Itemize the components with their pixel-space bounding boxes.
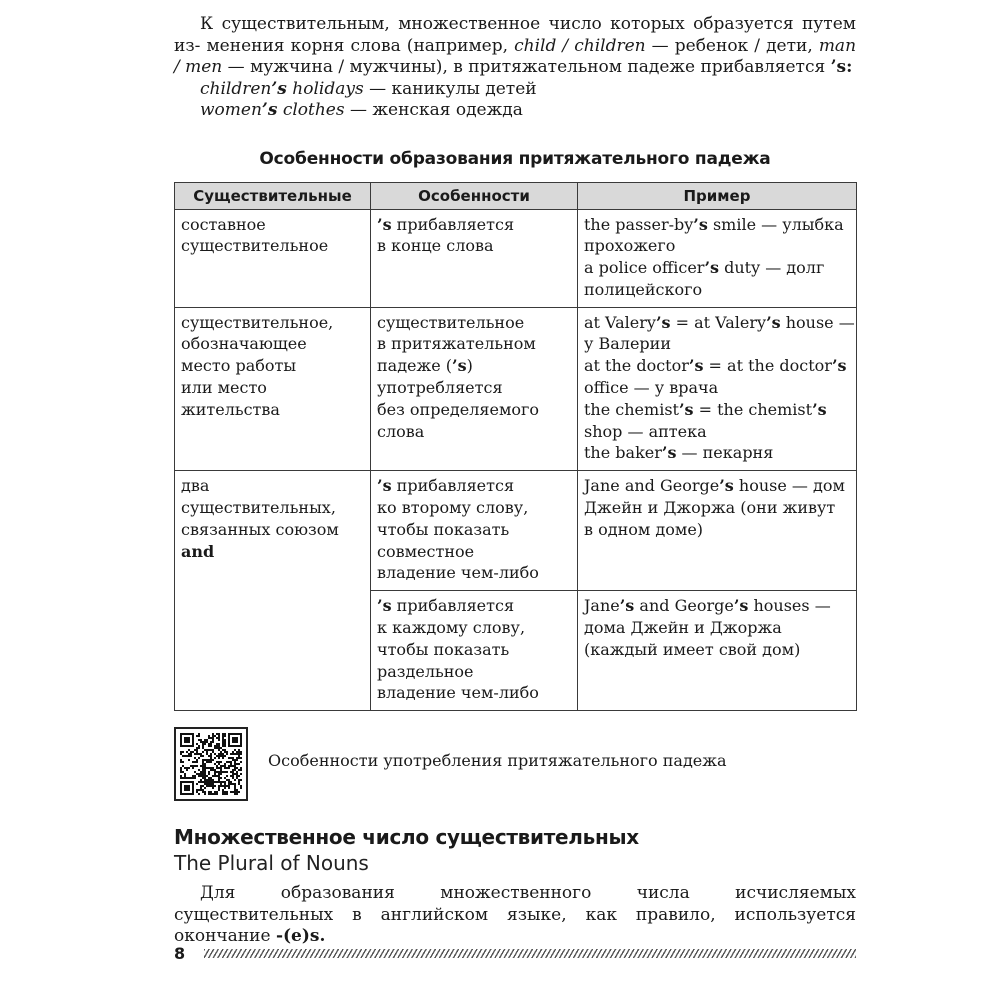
cell-text: связанных союзом [181, 519, 339, 539]
cell-text: или место [181, 378, 267, 398]
cell-text: падеже ( [377, 356, 453, 376]
cell-text [181, 541, 364, 563]
table-cell [175, 471, 371, 711]
cell-text: ) [466, 356, 473, 376]
cell-text: в притяжательном [377, 334, 536, 354]
cell-text: shop — аптека [584, 421, 707, 441]
plural-text [174, 883, 856, 948]
cell-text: прибавляется [391, 214, 515, 234]
header-features: Особенности [371, 182, 578, 209]
cell-text: у Валерии [584, 334, 671, 354]
cell-text: and George [634, 596, 734, 616]
example-translation: — женская одежда [344, 100, 523, 120]
example-word: child / children [514, 35, 646, 56]
intro-line: — ребенок / дети, [645, 35, 819, 56]
cell-text: house — [780, 312, 855, 332]
cell-text: существительное [181, 236, 329, 256]
cell-text [584, 214, 850, 236]
cell-text: раздельное [377, 661, 474, 681]
apostrophe-s: ’s [678, 399, 694, 419]
apostrophe-s: ’s [812, 399, 827, 419]
cell-text: прохожего [584, 236, 676, 256]
cell-text: a police officer [584, 258, 705, 278]
cell-text: чтобы показать [377, 519, 510, 539]
cell-text: жительства [181, 399, 280, 419]
cell-text [584, 595, 850, 617]
apostrophe-s: ’s [271, 78, 287, 99]
table-cell [578, 471, 857, 591]
cell-text: at Valery [584, 312, 656, 332]
apostrophe-s: ’s [655, 312, 671, 332]
table-cell [175, 307, 371, 471]
conjunction-and: and [181, 541, 215, 561]
cell-text: существительное, [181, 312, 334, 332]
table-cell [371, 307, 578, 471]
section-subtitle: The Plural of Nouns [174, 851, 369, 876]
cell-text [377, 214, 571, 236]
example-translation: — каникулы детей [363, 78, 537, 99]
cell-text: = at Valery [670, 312, 767, 332]
example-word: women [200, 100, 262, 120]
table-cell [175, 209, 371, 307]
possessive-table [174, 182, 857, 712]
intro-text [174, 14, 856, 79]
page-footer [174, 944, 856, 966]
table-row [175, 307, 857, 471]
plural-line: в английском языке, как правило, используется окончание [174, 904, 856, 947]
cell-text: (каждый имеет свой дом) [584, 639, 801, 659]
cell-text: — пекарня [676, 443, 774, 463]
apostrophe-s: ’s [831, 356, 847, 376]
cell-text: ко второму слову, [377, 498, 529, 518]
cell-text: the baker [584, 443, 662, 463]
cell-text: употребляется [377, 378, 503, 398]
cell-text: houses — [748, 596, 831, 616]
table-row [175, 471, 857, 591]
cell-text: = the chemist [693, 399, 813, 419]
cell-text: Jane [584, 596, 620, 616]
example-word: children [200, 78, 272, 99]
qr-caption: Особенности употребления притяжательного падежа [268, 751, 727, 771]
cell-text [377, 595, 571, 617]
cell-text [584, 399, 850, 421]
cell-text: полицейского [584, 279, 703, 299]
cell-text: составное [181, 214, 266, 234]
plural-paragraph [174, 883, 856, 948]
cell-text: слова [377, 421, 425, 441]
apostrophe-s: ’s [693, 214, 708, 234]
intro-line: К существительным, множественное число которых образуется путем из- [174, 14, 856, 56]
cell-text: at the doctor [584, 356, 689, 376]
section-title: Множественное число существительных [174, 825, 639, 850]
apostrophe-s: ’s [452, 356, 467, 376]
intro-line: менения корня слова (например, [206, 35, 515, 56]
apostrophe-s: ’s [688, 356, 704, 376]
cell-text: Джейн и Джоржа (они живут [584, 498, 836, 518]
cell-text: существительных, [181, 498, 336, 518]
plural-line: Для образования множественного числа исчисляемых существительных [174, 883, 856, 925]
cell-text: house — дом [733, 476, 845, 496]
cell-text: два [181, 476, 210, 496]
header-nouns: Существительные [175, 182, 371, 209]
cell-text: обозначающее [181, 334, 307, 354]
qr-block [174, 727, 856, 803]
example-word: clothes [277, 100, 345, 120]
cell-text [584, 257, 850, 279]
example-line [200, 79, 856, 101]
cell-text [584, 475, 850, 497]
apostrophe-s: ’s [377, 596, 392, 616]
cell-text [584, 442, 850, 464]
cell-text: the chemist [584, 399, 679, 419]
apostrophe-s: ’s [261, 100, 278, 120]
intro-line: — [222, 57, 245, 77]
cell-text: совместное [377, 541, 475, 561]
cell-text: место работы [181, 356, 297, 376]
table-cell [371, 209, 578, 307]
apostrophe-s: ’s [377, 476, 392, 496]
apostrophe-s: ’s [619, 596, 635, 616]
cell-text: the passer-by [584, 214, 694, 234]
footer-hatch-divider [204, 949, 856, 958]
cell-text: дома Джейн и Джоржа [584, 618, 782, 638]
cell-text: прибавляется [391, 476, 515, 496]
apostrophe-s: ’s [719, 476, 734, 496]
table-header-row [175, 182, 857, 209]
plural-ending: -(e)s. [275, 926, 326, 947]
cell-text: без определяемого [377, 399, 540, 419]
cell-text: = at the doctor [703, 356, 832, 376]
qr-code-icon[interactable] [174, 727, 248, 801]
cell-text: существительное [377, 312, 525, 332]
intro-paragraph [174, 14, 856, 122]
page-content [174, 14, 856, 948]
cell-text: чтобы показать [377, 639, 510, 659]
apostrophe-s: ’s [377, 214, 392, 234]
cell-text: в одном доме) [584, 519, 704, 539]
page-number: 8 [174, 944, 186, 963]
cell-text: office — у врача [584, 378, 719, 398]
table-cell [371, 591, 578, 711]
cell-text: владение чем-либо [377, 683, 539, 703]
apostrophe-s: ’s [766, 312, 781, 332]
cell-text: Jane and George [584, 476, 720, 496]
cell-text [377, 475, 571, 497]
apostrophe-s: ’s: [830, 57, 853, 77]
apostrophe-s: ’s [661, 443, 677, 463]
table-row [175, 209, 857, 307]
table-cell [578, 307, 857, 471]
header-example: Пример [578, 182, 857, 209]
apostrophe-s: ’s [704, 258, 720, 278]
cell-text: duty — долг [719, 258, 825, 278]
example-line [200, 100, 856, 122]
example-word: man / men [174, 35, 857, 77]
cell-text: владение чем-либо [377, 563, 539, 583]
apostrophe-s: ’s [733, 596, 749, 616]
cell-text [584, 355, 850, 377]
table-cell [578, 591, 857, 711]
cell-text [584, 312, 855, 334]
example-word: holidays [286, 78, 364, 99]
cell-text: в конце слова [377, 236, 494, 256]
table-cell [578, 209, 857, 307]
cell-text [377, 355, 571, 377]
cell-text: прибавляется [391, 596, 515, 616]
table-title: Особенности образования притяжательного падежа [259, 148, 771, 169]
intro-line: мужчина / мужчины), в притяжательном падеже прибавляется [250, 57, 831, 77]
cell-text: smile — улыбка [707, 214, 844, 234]
cell-text: к каждому слову, [377, 618, 526, 638]
table-cell [371, 471, 578, 591]
qr-code-icon [180, 733, 242, 795]
